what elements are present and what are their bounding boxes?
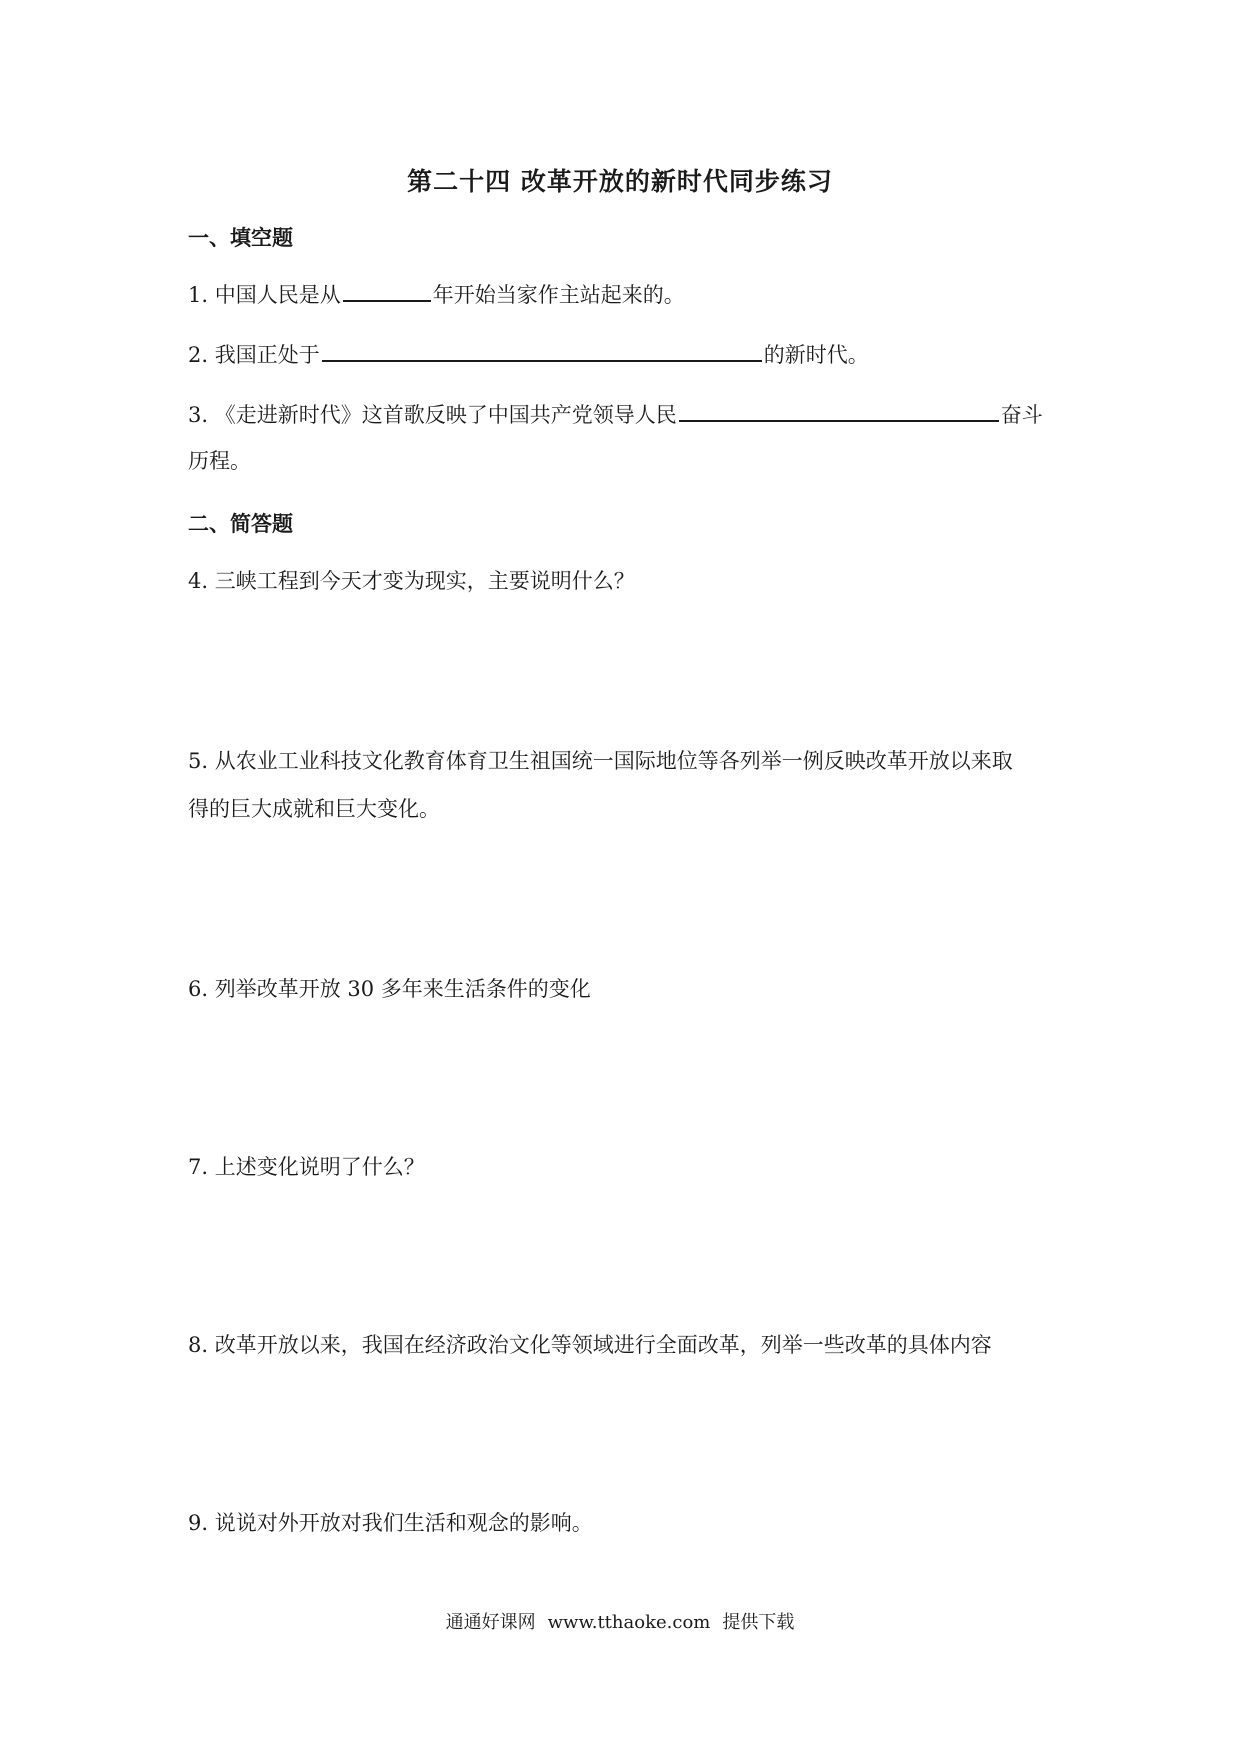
footer-site-name: 通通好课网 — [445, 1612, 536, 1633]
question-4: 4. 三峡工程到今天才变为现实，主要说明什么？ — [188, 569, 635, 593]
footer-note: 提供下载 — [722, 1612, 795, 1633]
question-2-text-before: 2. 我国正处于 — [188, 343, 320, 367]
question-2-text-after: 的新时代。 — [763, 343, 869, 367]
question-3 — [188, 398, 1043, 430]
question-2 — [188, 338, 869, 370]
question-7: 7. 上述变化说明了什么？ — [188, 1155, 425, 1179]
question-1-text-before: 1. 中国人民是从 — [188, 283, 341, 307]
section-heading-fill-in: 一、填空题 — [188, 226, 293, 250]
question-3-text-after: 奋斗 — [1000, 403, 1043, 427]
question-3-text-before: 3. 《走进新时代》这首歌反映了中国共产党领导人民 — [188, 403, 677, 427]
question-5-line-1: 5. 从农业工业科技文化教育体育卫生祖国统一国际地位等各列举一例反映改革开放以来取 — [188, 749, 1013, 773]
answer-blank-3[interactable] — [679, 398, 999, 422]
question-8: 8. 改革开放以来，我国在经济政治文化等领域进行全面改革，列举一些改革的具体内容 — [188, 1333, 992, 1357]
question-9: 9. 说说对外开放对我们生活和观念的影响。 — [188, 1511, 593, 1535]
section-heading-short-answer: 二、简答题 — [188, 512, 293, 536]
question-5-line-2: 得的巨大成就和巨大变化。 — [188, 797, 440, 821]
question-3-continuation: 历程。 — [188, 449, 251, 473]
page-footer — [0, 1608, 1240, 1634]
footer-url[interactable]: www.tthaoke.com — [547, 1612, 711, 1633]
page-title: 第二十四 改革开放的新时代同步练习 — [407, 167, 833, 196]
answer-blank-2[interactable] — [322, 338, 762, 362]
question-1 — [188, 278, 685, 310]
answer-blank-1[interactable] — [343, 278, 431, 302]
question-1-text-after: 年开始当家作主站起来的。 — [432, 283, 685, 307]
question-6: 6. 列举改革开放 30 多年来生活条件的变化 — [188, 977, 591, 1001]
